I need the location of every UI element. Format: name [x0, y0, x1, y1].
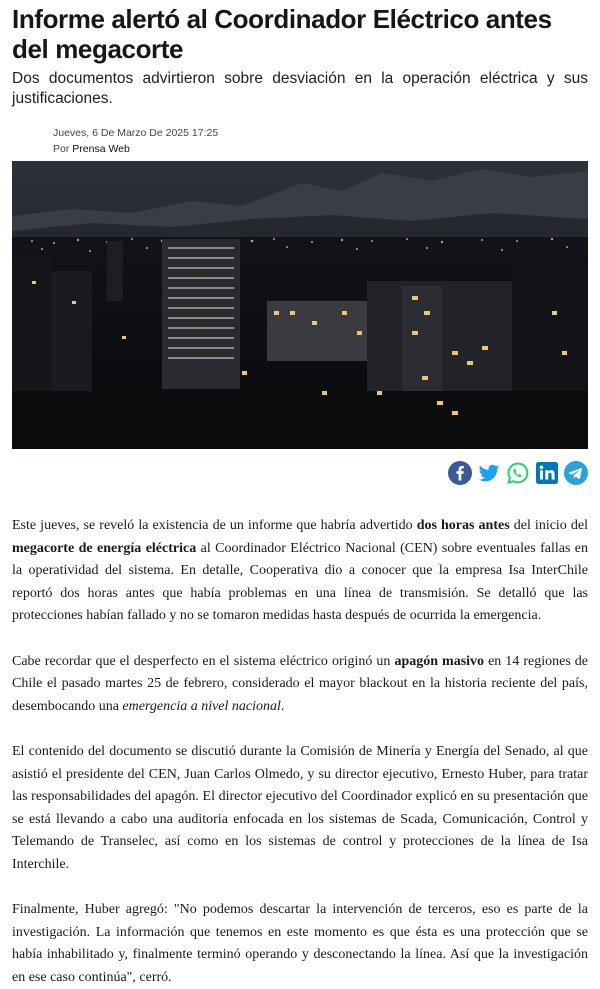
paragraph-4: Finalmente, Huber agregó: "No podemos descartar la intervención de terceros, eso es parte de la investigación. La información que tenemos en este momento es que ésta es una protección que se había inhabilitado y, finalmente terminó operando y desconectando la línea. Así que la investigación en ese caso continúa", cerró. — [12, 902, 588, 985]
headline: Informe alertó al Coordinador Eléctrico antes del megacorte — [12, 4, 552, 64]
whatsapp-icon — [506, 461, 530, 485]
telegram-icon — [564, 461, 588, 485]
p1-bold-1: dos horas antes — [416, 518, 510, 533]
share-twitter-button[interactable] — [477, 461, 501, 485]
p2-text-2: en 14 regiones de Chile el pasado martes 25 de febrero, considerado el mayor blackout en la historia reciente del país, desembocando una — [12, 653, 588, 714]
p1-text-2: del inicio del — [509, 518, 588, 533]
p2-text-1: Cabe recordar que el desperfecto en el sistema eléctrico originó un — [12, 653, 395, 669]
article-photo — [12, 161, 588, 449]
author-link[interactable]: Prensa Web — [72, 143, 130, 155]
article-meta — [12, 125, 588, 157]
paragraph-3: El contenido del documento se discutió durante la Comisión de Minería y Energía del Senado, al que asistió el presidente del CEN, Juan Carlos Olmedo, y su director ejecutivo, Ernesto Huber, para tratar las responsabilidades del apagón. El director ejecutivo del Coordinador explicó en su presentación que se está llevando a cabo una auditoria enfocada en los sistemas de Scada, Comunicación, Control y Telemando de Transelec, así como en los sistemas de control y protecciones de la línea de Isa Interchile. — [12, 744, 588, 872]
p1-text-1: Este jueves, se reveló la existencia de un informe que habría advertido — [12, 518, 417, 533]
paragraph-2 — [12, 651, 588, 719]
byline — [53, 141, 588, 157]
article-body — [12, 515, 588, 989]
p1-bold-2: megacorte de energía eléctrica — [12, 540, 197, 556]
share-whatsapp-button[interactable] — [506, 461, 530, 485]
share-telegram-button[interactable] — [564, 461, 588, 485]
p2-italic-1: emergencia a nivel nacional — [122, 698, 281, 714]
share-bar — [12, 461, 588, 485]
p1-text-3: al Coordinador Eléctrico Nacional (CEN) sobre eventuales fallas en la operatividad del sistema. En detalle, Cooperativa dio a conocer que la empresa Isa InterChile reportó dos horas antes que había problemas en una línea de transmisión. Se detalló que las protecciones habían fallado y no se tomaron medidas hasta después de ocurrida la emergencia. — [12, 540, 589, 623]
p2-bold-1: apagón masivo — [394, 653, 485, 669]
subtitle: Dos documentos advirtieron sobre desviación en la operación eléctrica y sus justificaciones. — [12, 70, 588, 107]
byline-prefix: Por — [53, 143, 70, 155]
twitter-icon — [477, 461, 501, 485]
share-linkedin-button[interactable] — [535, 461, 559, 485]
paragraph-1 — [12, 515, 588, 628]
publish-date: Jueves, 6 De Marzo De 2025 17:25 — [53, 127, 219, 139]
facebook-icon — [448, 461, 472, 485]
share-facebook-button[interactable] — [448, 461, 472, 485]
linkedin-icon — [535, 461, 559, 485]
p2-text-3: . — [280, 698, 285, 714]
